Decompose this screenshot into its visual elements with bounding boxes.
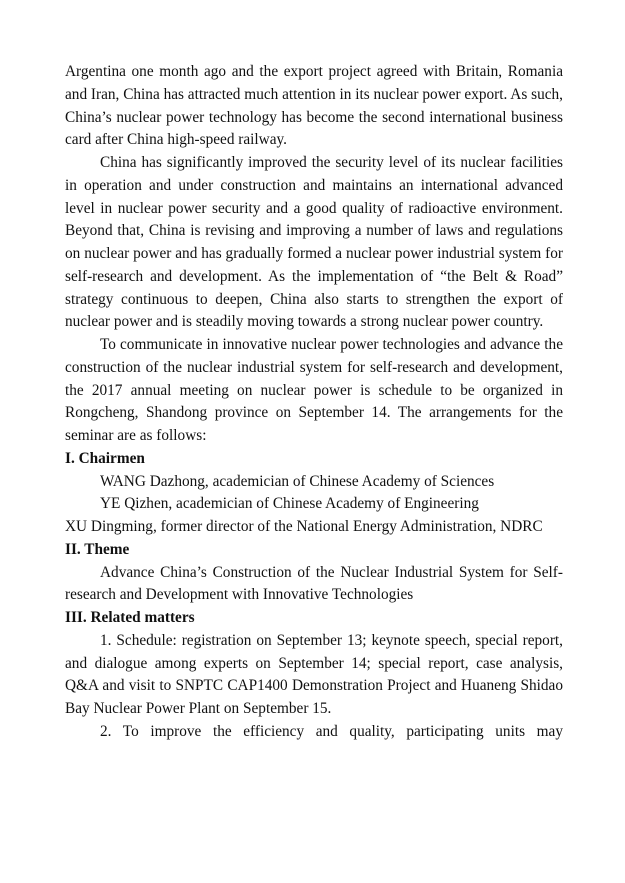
section-heading-chairmen: I. Chairmen — [65, 449, 145, 467]
paragraph-export-intro: Argentina one month ago and the export project agreed with Britain, Romania and Iran, China has attracted much attention in its nuclear power export. As such, China’s nuclear power technology has become the second international business card after China high-speed railway. — [65, 63, 563, 149]
chairman-item: XU Dingming, former director of the National Energy Administration, NDRC — [65, 518, 543, 535]
chairman-item: YE Qizhen, academician of Chinese Academy of Engineering — [100, 495, 479, 513]
related-matter-item: 2. To improve the efficiency and quality, participating units may — [100, 722, 563, 740]
theme-text: Advance China’s Construction of the Nuclear Industrial System for Self-research and Development with Innovative Technologies — [65, 563, 563, 604]
chairman-item: WANG Dazhong, academician of Chinese Academy of Sciences — [100, 472, 495, 490]
paragraph-meeting-intro: To communicate in innovative nuclear power technologies and advance the construction of the nuclear industrial system for self-research and development, the 2017 annual meeting on nuclear power is schedule to be organized in Rongcheng, Shandong province on September 14. The arrangements for the seminar are as follows: — [65, 336, 563, 444]
section-heading-theme: II. Theme — [65, 540, 130, 558]
document-page — [65, 61, 563, 744]
related-matter-item: 1. Schedule: registration on September 13; keynote speech, special report, and dialogue among experts on September 14; special report, case analysis, Q&A and visit to SNPTC CAP1400 Demonstration Project and Huaneng Shidao Bay Nuclear Power Plant on September 15. — [65, 631, 563, 717]
paragraph-security: China has significantly improved the security level of its nuclear facilities in operation and under construction and maintains an international advanced level in nuclear power security and a good quality of radioactive environment. Beyond that, China is revising and improving a number of laws and regulations on nuclear power and has gradually formed a nuclear power industrial system for self-research and development. As the implementation of “the Belt & Road” strategy continuous to deepen, China also starts to strengthen the export of nuclear power and is steadily moving towards a strong nuclear power country. — [65, 154, 563, 331]
section-heading-related-matters: III. Related matters — [65, 609, 195, 626]
